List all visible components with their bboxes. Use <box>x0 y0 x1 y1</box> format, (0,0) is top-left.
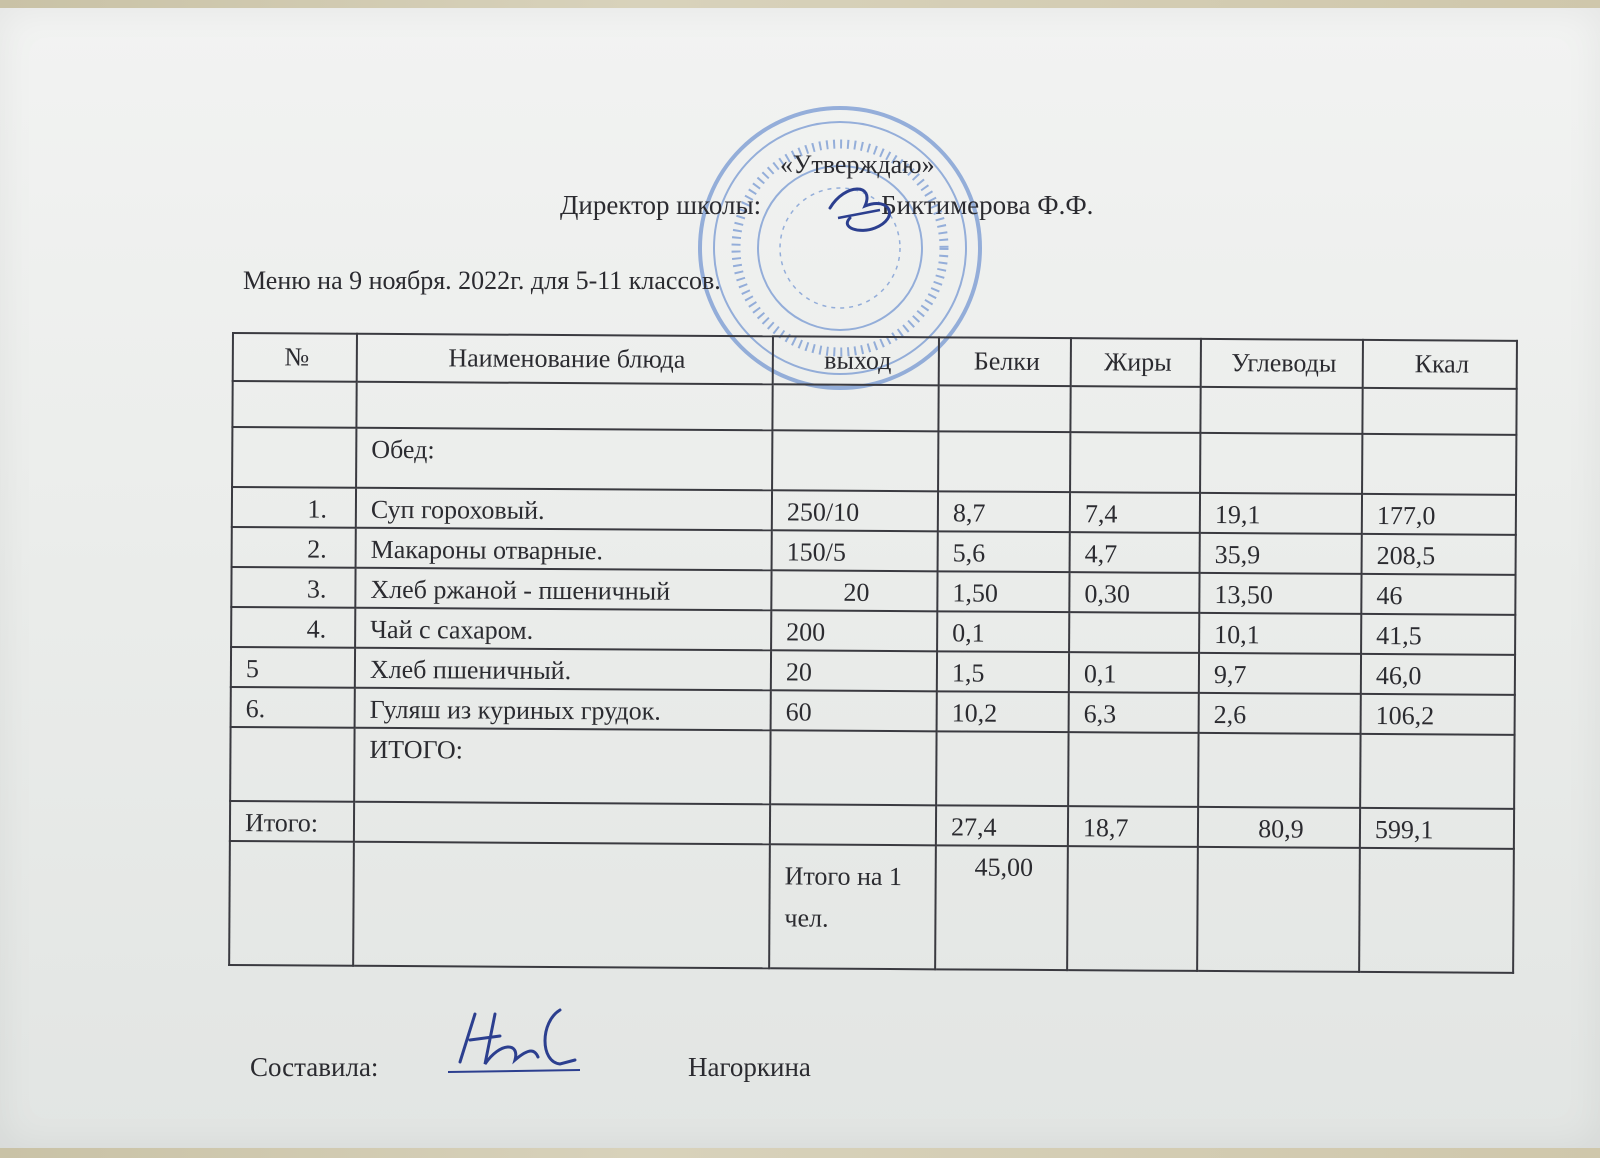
row-number: 2. <box>232 527 356 568</box>
per-person-label: Итого на 1 чел. <box>769 844 936 969</box>
dish-fat: 6,3 <box>1069 692 1199 733</box>
dish-yield: 60 <box>771 690 937 731</box>
col-header-dish: Наименование блюда <box>357 334 773 385</box>
dish-fat: 0,30 <box>1069 572 1199 613</box>
compiler-signature <box>440 1002 590 1082</box>
dish-yield: 200 <box>771 610 937 651</box>
table-header-row <box>233 333 1517 389</box>
dish-name: Макароны отварные. <box>356 528 772 571</box>
director-signature <box>820 178 910 238</box>
itogo-caps-label: ИТОГО: <box>354 728 770 805</box>
col-header-carbs: Углеводы <box>1201 339 1363 388</box>
total-carbs: 80,9 <box>1198 807 1360 848</box>
dish-name: Чай с сахаром. <box>355 608 771 651</box>
dish-kcal: 46,0 <box>1361 654 1515 695</box>
dish-kcal: 41,5 <box>1361 614 1515 655</box>
dish-name: Гуляш из куриных грудок. <box>355 688 771 731</box>
dish-carbs: 13,50 <box>1199 573 1361 614</box>
dish-kcal: 177,0 <box>1362 494 1516 535</box>
per-person-row <box>229 841 1514 973</box>
section-label: Обед: <box>356 428 772 491</box>
approve-heading: «Утверждаю» <box>780 150 935 179</box>
dish-yield: 150/5 <box>772 530 938 571</box>
col-header-number: № <box>233 333 357 382</box>
col-header-protein: Белки <box>939 337 1071 386</box>
director-label: Директор школы: <box>560 190 762 220</box>
director-name: Биктимерова Ф.Ф. <box>881 190 1094 220</box>
total-label: Итого: <box>230 801 354 842</box>
dish-name: Хлеб пшеничный. <box>355 648 771 691</box>
dish-carbs: 9,7 <box>1199 653 1361 694</box>
empty-row <box>232 381 1516 435</box>
row-number: 4. <box>231 607 355 648</box>
dish-kcal: 46 <box>1361 574 1515 615</box>
dish-protein: 1,5 <box>937 651 1069 692</box>
row-number: 3. <box>231 567 355 608</box>
dish-fat <box>1069 612 1199 653</box>
compiled-name: Нагоркина <box>688 1052 811 1082</box>
total-protein: 27,4 <box>936 805 1068 846</box>
dish-carbs: 19,1 <box>1200 493 1362 534</box>
col-header-yield: выход <box>773 336 939 385</box>
row-number: 6. <box>231 687 355 728</box>
dish-protein: 8,7 <box>938 491 1070 532</box>
dish-carbs: 10,1 <box>1199 613 1361 654</box>
dish-fat: 7,4 <box>1070 492 1200 533</box>
dish-yield: 250/10 <box>772 490 938 531</box>
menu-title: Меню на 9 ноября. 2022г. для 5-11 классов. <box>243 266 721 295</box>
dish-name: Суп гороховый. <box>356 488 772 531</box>
dish-kcal: 106,2 <box>1361 694 1515 735</box>
total-fat: 18,7 <box>1068 806 1198 847</box>
dish-fat: 4,7 <box>1070 532 1200 573</box>
menu-table <box>228 332 1518 974</box>
col-header-fat: Жиры <box>1071 338 1201 387</box>
dish-name: Хлеб ржаной - пшеничный <box>355 568 771 611</box>
dish-protein: 1,50 <box>937 571 1069 612</box>
compiled-label: Составила: <box>250 1052 379 1082</box>
dish-protein: 5,6 <box>938 531 1070 572</box>
dish-yield: 20 <box>771 650 937 691</box>
row-number: 1. <box>232 487 356 528</box>
dish-fat: 0,1 <box>1069 652 1199 693</box>
dish-protein: 0,1 <box>937 611 1069 652</box>
dish-carbs: 35,9 <box>1200 533 1362 574</box>
total-kcal: 599,1 <box>1360 808 1514 849</box>
row-number: 5 <box>231 647 355 688</box>
per-person-value: 45,00 <box>935 845 1068 970</box>
dish-kcal: 208,5 <box>1362 534 1516 575</box>
col-header-kcal: Ккал <box>1363 340 1517 389</box>
dish-carbs: 2,6 <box>1199 693 1361 734</box>
dish-yield: 20 <box>771 570 937 611</box>
dish-protein: 10,2 <box>937 691 1069 732</box>
section-row <box>232 427 1516 495</box>
itogo-caps-row <box>230 727 1514 809</box>
